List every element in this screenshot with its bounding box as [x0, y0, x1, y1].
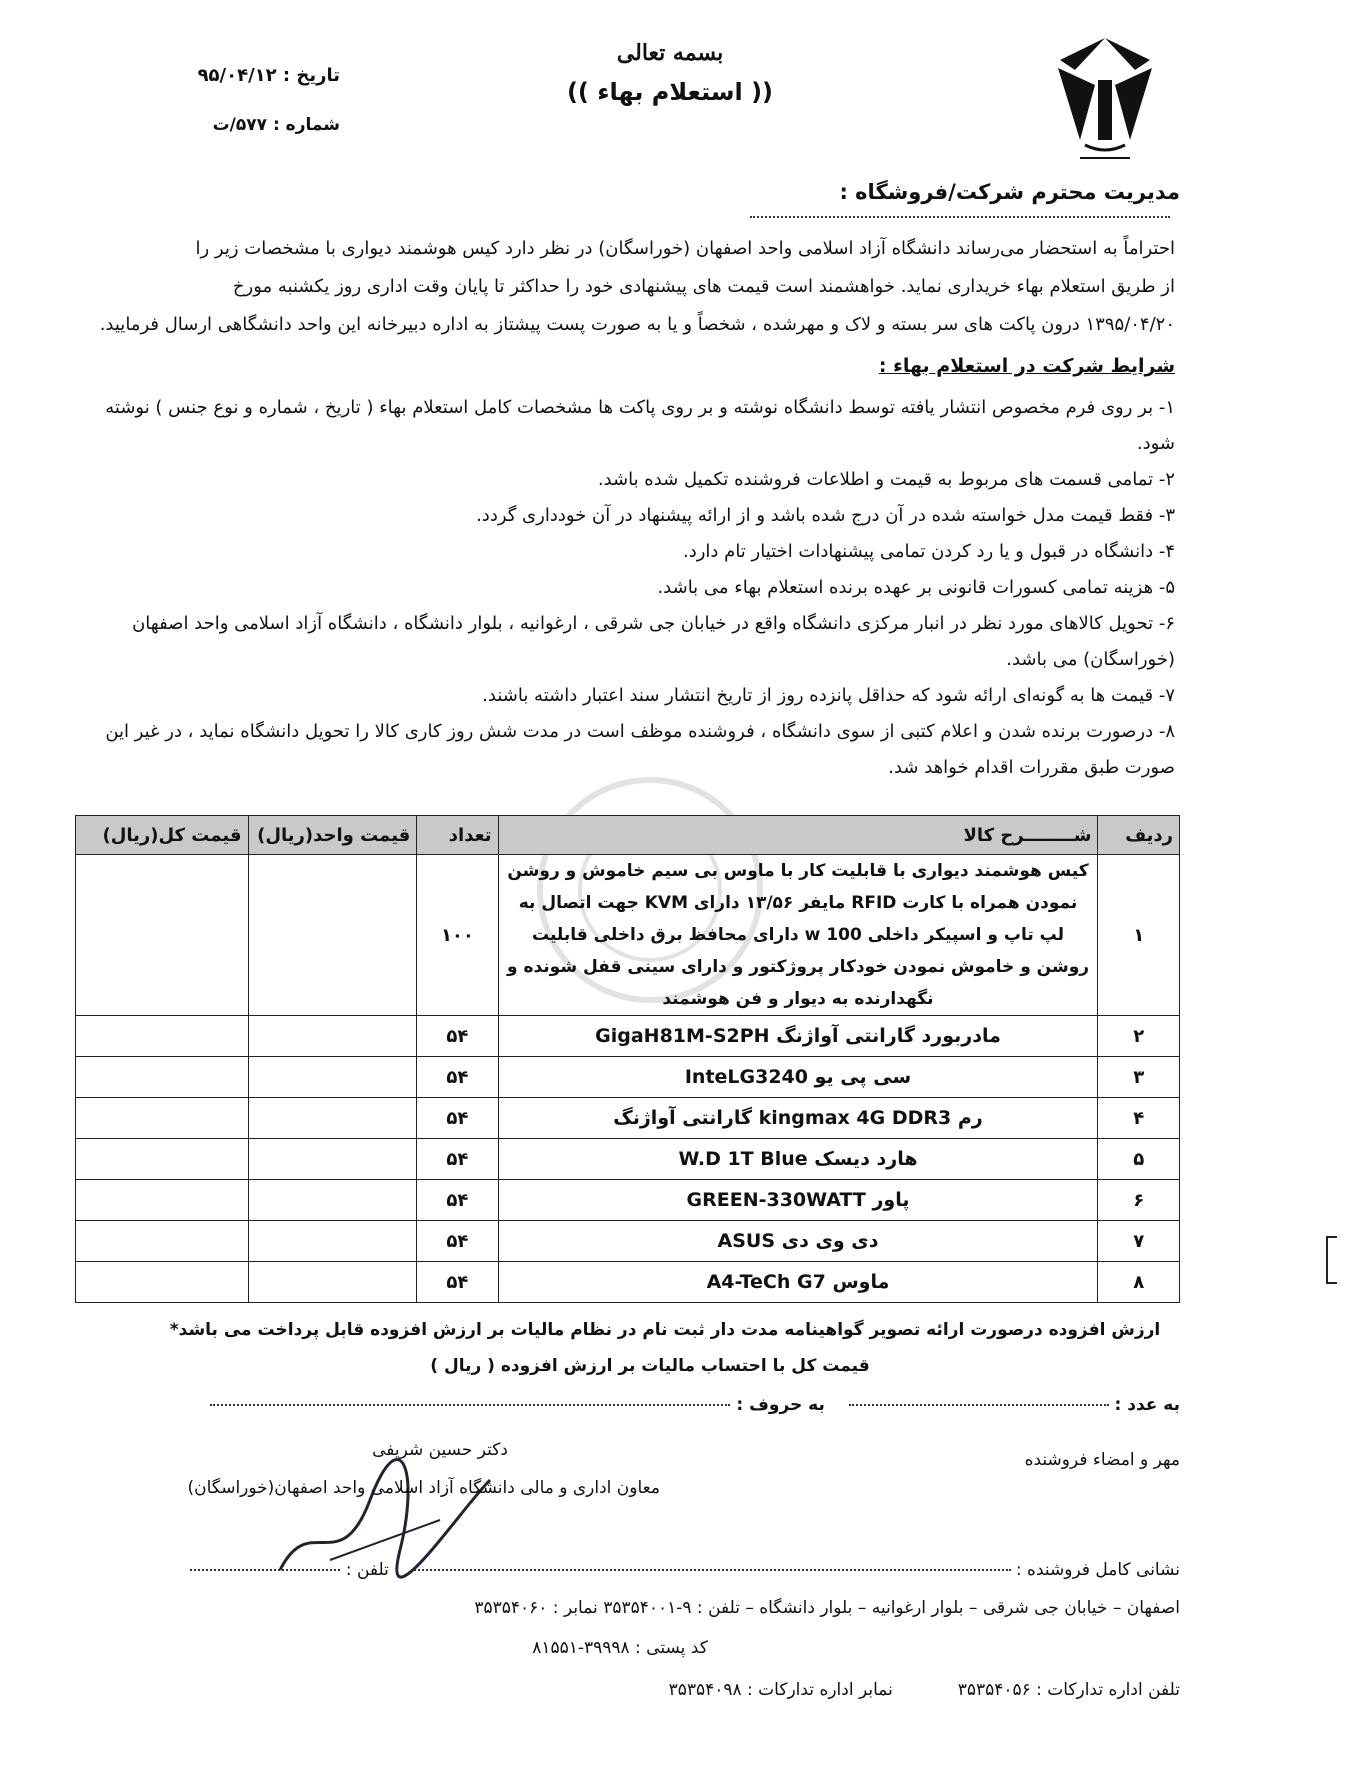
addressee-blank [750, 216, 1170, 218]
row-number: ۵ [1098, 1139, 1180, 1180]
row-quantity: ۵۴ [417, 1221, 498, 1262]
procurement-fax: نمابر اداره تدارکات : ۳۵۳۵۴۰۹۸ [668, 1680, 893, 1700]
row-total-price-input[interactable] [76, 1221, 249, 1262]
row-quantity: ۵۴ [417, 1262, 498, 1303]
procurement-contacts [85, 1680, 1180, 1700]
header-row-number: ردیف [1098, 816, 1180, 855]
row-unit-price-input[interactable] [248, 1221, 417, 1262]
seller-seal-label: مهر و امضاء فروشنده [1024, 1450, 1180, 1470]
header-quantity: تعداد [417, 816, 498, 855]
number-value: ۵۷۷/ت [212, 115, 268, 135]
table-header-row [76, 816, 1180, 855]
condition-item: ۵- هزینه تمامی کسورات قانونی بر عهده برنده استعلام بهاء می باشد. [657, 577, 1175, 598]
header-description: شــــــــرح کالا [498, 816, 1098, 855]
items-table [75, 815, 1180, 1303]
row-description: رم kingmax 4G DDR3 گارانتی آواژنگ [498, 1098, 1098, 1139]
addressee-line [480, 180, 1180, 228]
row-description: دی وی دی ASUS [498, 1221, 1098, 1262]
row-number: ۴ [1098, 1098, 1180, 1139]
table-row [76, 855, 1180, 1016]
seller-phone-label: تلفن : [345, 1560, 389, 1580]
table-row [76, 1180, 1180, 1221]
header-unit-price: قیمت واحد(ریال) [248, 816, 417, 855]
addressee-label: مدیریت محترم شرکت/فروشگاه : [839, 180, 1180, 204]
intro-line-1: احتراماً به استحضار می‌رساند دانشگاه آزاد اسلامی واحد اصفهان (خوراسگان) در نظر دارد کیس هوشمند دیواری با مشخصات زیر را [195, 238, 1175, 259]
row-description: هارد دیسک W.D 1T Blue [498, 1139, 1098, 1180]
procurement-phone: تلفن اداره تدارکات : ۳۵۳۵۴۰۵۶ [957, 1680, 1180, 1700]
row-number: ۷ [1098, 1221, 1180, 1262]
table-row [76, 1016, 1180, 1057]
university-logo [1040, 30, 1170, 170]
row-description: پاور GREEN-330WATT [498, 1180, 1098, 1221]
row-number: ۳ [1098, 1057, 1180, 1098]
row-unit-price-input[interactable] [248, 1098, 417, 1139]
row-description: مادربورد گارانتی آواژنگ GigaH81M-S2PH [498, 1016, 1098, 1057]
edge-bracket-mark [1325, 1235, 1339, 1285]
row-quantity: ۱۰۰ [417, 855, 498, 1016]
row-number: ۶ [1098, 1180, 1180, 1221]
row-number: ۲ [1098, 1016, 1180, 1057]
row-total-price-input[interactable] [76, 1016, 249, 1057]
row-total-price-input[interactable] [76, 1139, 249, 1180]
row-quantity: ۵۴ [417, 1180, 498, 1221]
table-row [76, 1221, 1180, 1262]
row-total-price-input[interactable] [76, 855, 249, 1016]
table-row [76, 1262, 1180, 1303]
signer-name: دکتر حسین شریفی [372, 1440, 508, 1460]
vat-note: ارزش افزوده درصورت ارائه تصویر گواهینامه مدت دار ثبت نام در نظام مالیات بر ارزش افزوده قابل پرداخت می باشد* [169, 1320, 1161, 1340]
row-unit-price-input[interactable] [248, 1016, 417, 1057]
date-label: تاریخ : [282, 65, 340, 86]
amount-by-letters-label: به حروف : [736, 1395, 825, 1415]
condition-item: ۱- بر روی فرم مخصوص انتشار یافته توسط دانشگاه نوشته و بر روی پاکت ها مشخصات کامل استعلام بهاء ( تاریخ ، شماره و نوع جنس ) نوشته شود. [105, 397, 1175, 454]
conditions-list [85, 390, 1175, 786]
total-note: قیمت کل با احتساب مالیات بر ارزش افزوده ( ریال ) [430, 1356, 870, 1376]
row-total-price-input[interactable] [76, 1180, 249, 1221]
number-field [120, 115, 340, 135]
number-label: شماره : [272, 115, 340, 135]
row-number: ۸ [1098, 1262, 1180, 1303]
condition-item: ۶- تحویل کالاهای مورد نظر در انبار مرکزی دانشگاه واقع در خیابان جی شرقی ، ارغوانیه ، بلوار دانشگاه ، دانشگاه آزاد اسلامی واحد اصفهان (خوراسگان) می باشد. [132, 613, 1175, 670]
postal-code: کد پستی : ۳۹۹۹۸-۸۱۵۵۱ [532, 1638, 708, 1658]
condition-item: ۸- درصورت برنده شدن و اعلام کتبی از سوی دانشگاه ، فروشنده موظف است در مدت شش روز کاری کالا را تحویل دانشگاه نماید ، در غیر این صورت طبق مقررات اقدام خواهد شد. [105, 721, 1175, 778]
intro-paragraph [85, 230, 1175, 344]
bismillah-heading: بسمه تعالی [616, 40, 724, 66]
university-address: اصفهان – خیابان جی شرقی – بلوار ارغوانیه – بلوار دانشگاه – تلفن : ۹-۳۵۳۵۴۰۰۱ نمابر : ۳۵۳۵۴۰۶۰ [474, 1598, 1180, 1618]
row-number: ۱ [1098, 855, 1180, 1016]
row-quantity: ۵۴ [417, 1139, 498, 1180]
seller-address-field[interactable] [411, 1569, 1011, 1571]
table-row [76, 1139, 1180, 1180]
condition-item: ۲- تمامی قسمت های مربوط به قیمت و اطلاعات فروشنده تکمیل شده باشد. [597, 469, 1175, 490]
row-unit-price-input[interactable] [248, 1180, 417, 1221]
seller-address-label: نشانی کامل فروشنده : [1015, 1560, 1180, 1580]
header-total-price: قیمت کل(ریال) [76, 816, 249, 855]
signer-title: معاون اداری و مالی دانشگاه آزاد اسلامی واحد اصفهان(خوراسگان) [187, 1478, 660, 1498]
condition-item: ۳- فقط قیمت مدل خواسته شده در آن درج شده باشد و از ارائه پیشنهاد در آن خودداری گردد. [476, 505, 1175, 526]
date-field [100, 65, 340, 86]
intro-line-3: ۱۳۹۵/۰۴/۲۰ درون پاکت های سر بسته و لاک و مهرشده ، شخصاً و یا به صورت پست پیشتاز به اداره دبیرخانه این واحد دانشگاهی ارسال فرمایید. [99, 314, 1175, 335]
amount-by-letters-field[interactable] [210, 1404, 730, 1406]
date-value: ۹۵/۰۴/۱۲ [197, 65, 277, 86]
row-unit-price-input[interactable] [248, 1139, 417, 1180]
row-unit-price-input[interactable] [248, 1262, 417, 1303]
amount-line [90, 1395, 1180, 1415]
row-quantity: ۵۴ [417, 1016, 498, 1057]
seller-phone-field[interactable] [190, 1569, 340, 1571]
seller-address-line [85, 1560, 1180, 1580]
row-description: کیس هوشمند دیواری با قابلیت کار با ماوس بی سیم خاموش و روشن نمودن همراه با کارت RFID مایفر ۱۳/۵۶ دارای KVM جهت اتصال به لپ تاپ و اسپیکر داخلی 100 w دارای محافظ برق داخلی قابلیت روشن و خاموش نمودن خودکار پروژکتور و دارای سینی قفل شونده و نگهدارنده به دیوار و فن هوشمند [498, 855, 1098, 1016]
row-description: ماوس A4-TeCh G7 [498, 1262, 1098, 1303]
row-quantity: ۵۴ [417, 1098, 498, 1139]
row-quantity: ۵۴ [417, 1057, 498, 1098]
row-unit-price-input[interactable] [248, 855, 417, 1016]
row-total-price-input[interactable] [76, 1262, 249, 1303]
row-unit-price-input[interactable] [248, 1057, 417, 1098]
condition-item: ۷- قیمت ها به گونه‌ای ارائه شود که حداقل پانزده روز از تاریخ انتشار سند اعتبار داشته باشند. [482, 685, 1175, 706]
table-row [76, 1098, 1180, 1139]
row-total-price-input[interactable] [76, 1098, 249, 1139]
intro-line-2: از طریق استعلام بهاء خریداری نماید. خواهشمند است قیمت های پیشنهادی خود را حداکثر تا پایان وقت اداری روز یکشنبه مورخ [232, 276, 1175, 297]
table-row [76, 1057, 1180, 1098]
conditions-title: شرایط شرکت در استعلام بهاء : [878, 355, 1175, 377]
amount-by-number-field[interactable] [849, 1404, 1109, 1406]
row-description: سی پی یو InteLG3240 [498, 1057, 1098, 1098]
condition-item: ۴- دانشگاه در قبول و یا رد کردن تمامی پیشنهادات اختیار تام دارد. [683, 541, 1175, 562]
amount-by-number-label: به عدد : [1114, 1395, 1180, 1415]
document-title: (( استعلام بهاء )) [566, 78, 774, 106]
row-total-price-input[interactable] [76, 1057, 249, 1098]
